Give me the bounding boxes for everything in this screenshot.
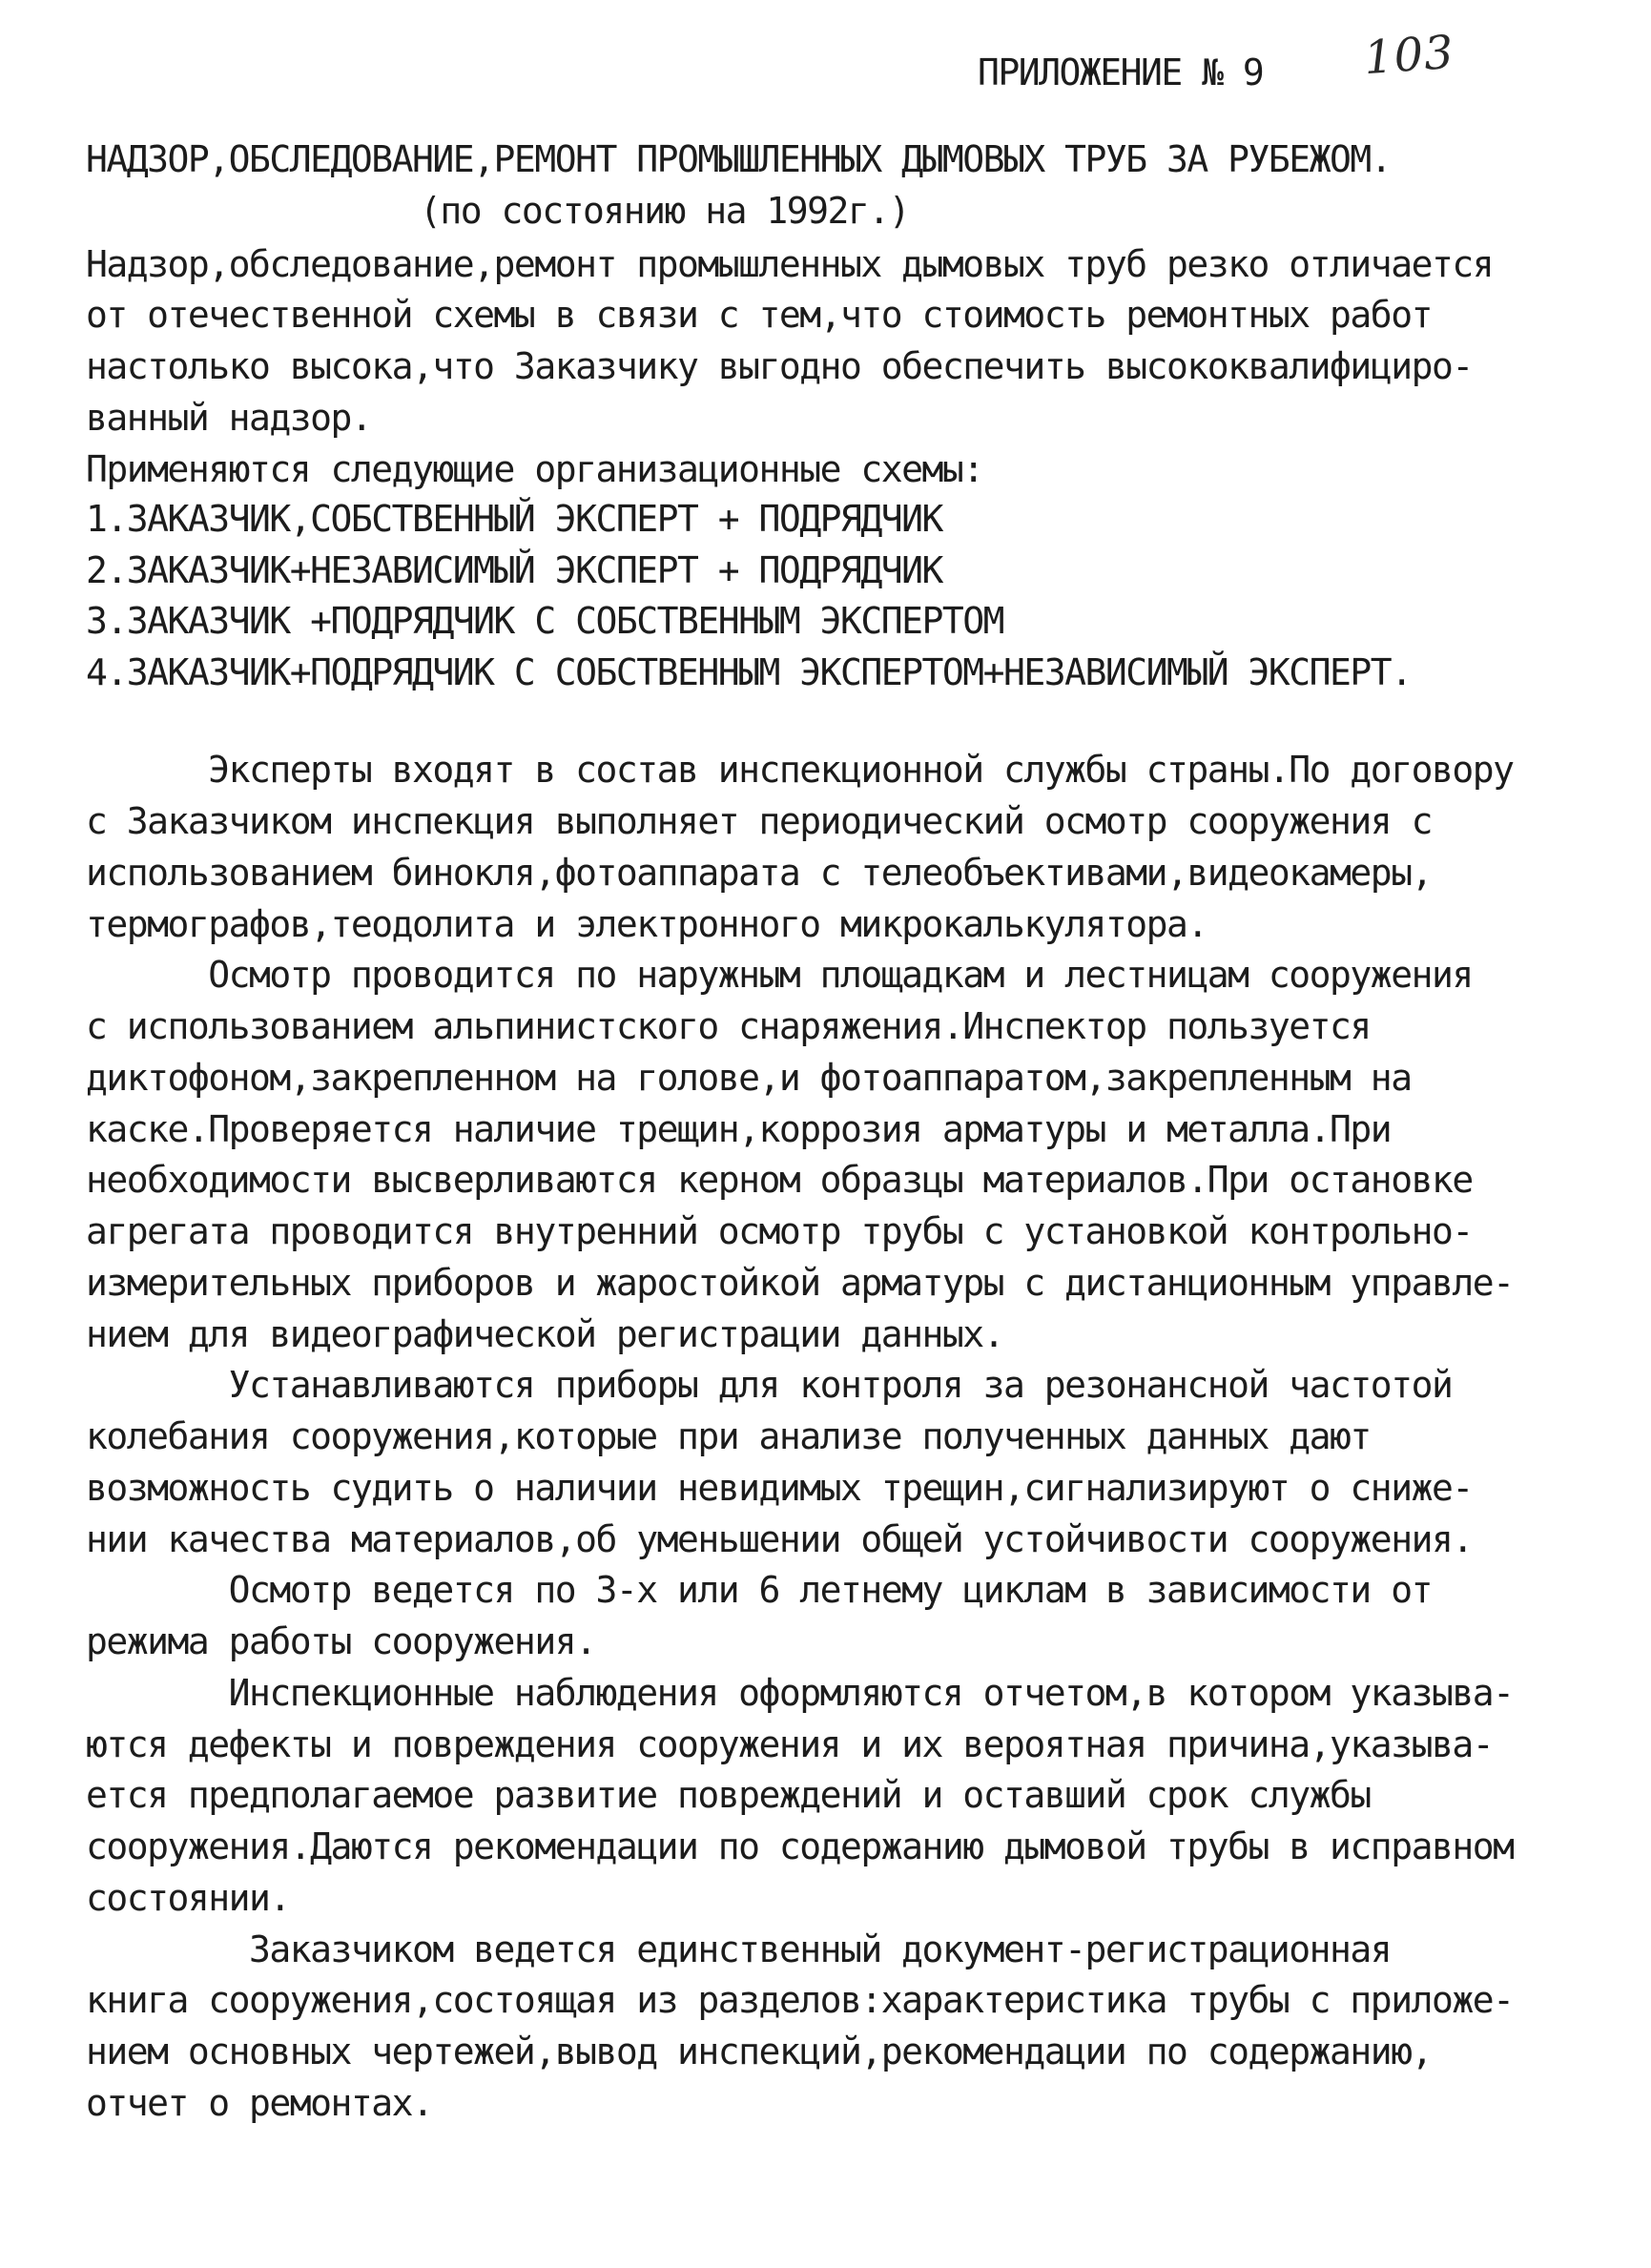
document-title: НАДЗОР,ОБСЛЕДОВАНИЕ,РЕМОНТ ПРОМЫШЛЕННЫХ ДЫМОВЫХ ТРУБ ЗА РУБЕЖОМ. [86,138,1392,180]
body-line: Осмотр проводится по наружным площадкам и лестницам сооружения [86,954,1473,996]
handwritten-page-number: 103 [1362,25,1456,86]
body-line: диктофоном,закрепленном на голове,и фотоаппаратом,закрепленным на [86,1057,1412,1099]
body-line: Инспекционные наблюдения оформляются отчетом,в котором указыва- [86,1672,1514,1714]
body-line: с Заказчиком инспекция выполняет периодический осмотр сооружения с [86,800,1432,842]
body-line: Эксперты входят в состав инспекционной службы страны.По договору [86,749,1514,791]
document-subtitle: (по состоянию на 1992г.) [420,190,910,232]
body-line: нием основных чертежей,вывод инспекций,рекомендации по содержанию, [86,2031,1432,2072]
body-line: использованием бинокля,фотоаппарата с телеобъективами,видеокамеры, [86,852,1432,894]
body-line: агрегата проводится внутренний осмотр трубы с установкой контрольно- [86,1210,1473,1252]
body-line: возможность судить о наличии невидимых трещин,сигнализируют о сниже- [86,1467,1473,1509]
appendix-label: ПРИЛОЖЕНИЕ № 9 [978,52,1264,93]
body-line: термографов,теодолита и электронного микрокалькулятора. [86,903,1207,945]
intro-line: настолько высока,что Заказчику выгодно обеспечить высококвалифициро- [86,345,1473,387]
body-line: режима работы сооружения. [86,1620,596,1662]
body-line: сооружения.Даются рекомендации по содержанию дымовой трубы в исправном [86,1825,1514,1867]
scheme-item: 3.ЗАКАЗЧИК +ПОДРЯДЧИК С СОБСТВЕННЫМ ЭКСПЕРТОМ [86,600,1004,642]
body-line: колебания сооружения,которые при анализе полученных данных дают [86,1415,1371,1457]
body-line: Осмотр ведется по 3-х или 6 летнему циклам в зависимости от [86,1569,1432,1611]
body-line: измерительных приборов и жаростойкой арматуры с дистанционным управле- [86,1262,1514,1304]
body-line: ется предполагаемое развитие повреждений и оставший срок службы [86,1774,1371,1816]
scheme-item: 4.ЗАКАЗЧИК+ПОДРЯДЧИК С СОБСТВЕННЫМ ЭКСПЕРТОМ+НЕЗАВИСИМЫЙ ЭКСПЕРТ. [86,651,1412,693]
scheme-item: 1.ЗАКАЗЧИК,СОБСТВЕННЫЙ ЭКСПЕРТ + ПОДРЯДЧИК [86,498,942,540]
intro-line: Применяются следующие организационные схемы: [86,448,983,490]
body-line: Заказчиком ведется единственный документ-регистрационная [86,1928,1392,1970]
intro-line: ванный надзор. [86,397,372,439]
intro-line: Надзор,обследование,ремонт промышленных дымовых труб резко отличается [86,243,1494,285]
body-line: необходимости высверливаются керном образцы материалов.При остановке [86,1159,1473,1201]
body-line: состоянии. [86,1877,290,1919]
body-line: книга сооружения,состоящая из разделов:характеристика трубы с приложе- [86,1979,1514,2021]
body-line: нии качества материалов,об уменьшении общей устойчивости сооружения. [86,1518,1473,1560]
body-line: Устанавливаются приборы для контроля за резонансной частотой [86,1364,1453,1406]
body-line: нием для видеографической регистрации данных. [86,1313,1004,1355]
intro-line: от отечественной схемы в связи с тем,что стоимость ремонтных работ [86,294,1432,336]
scheme-item: 2.ЗАКАЗЧИК+НЕЗАВИСИМЫЙ ЭКСПЕРТ + ПОДРЯДЧИК [86,549,942,591]
body-line: отчет о ремонтах. [86,2082,433,2124]
body-line: каске.Проверяется наличие трещин,коррозия арматуры и металла.При [86,1108,1392,1150]
body-line: с использованием альпинистского снаряжения.Инспектор пользуется [86,1005,1371,1047]
body-line: ются дефекты и повреждения сооружения и их вероятная причина,указыва- [86,1723,1494,1765]
